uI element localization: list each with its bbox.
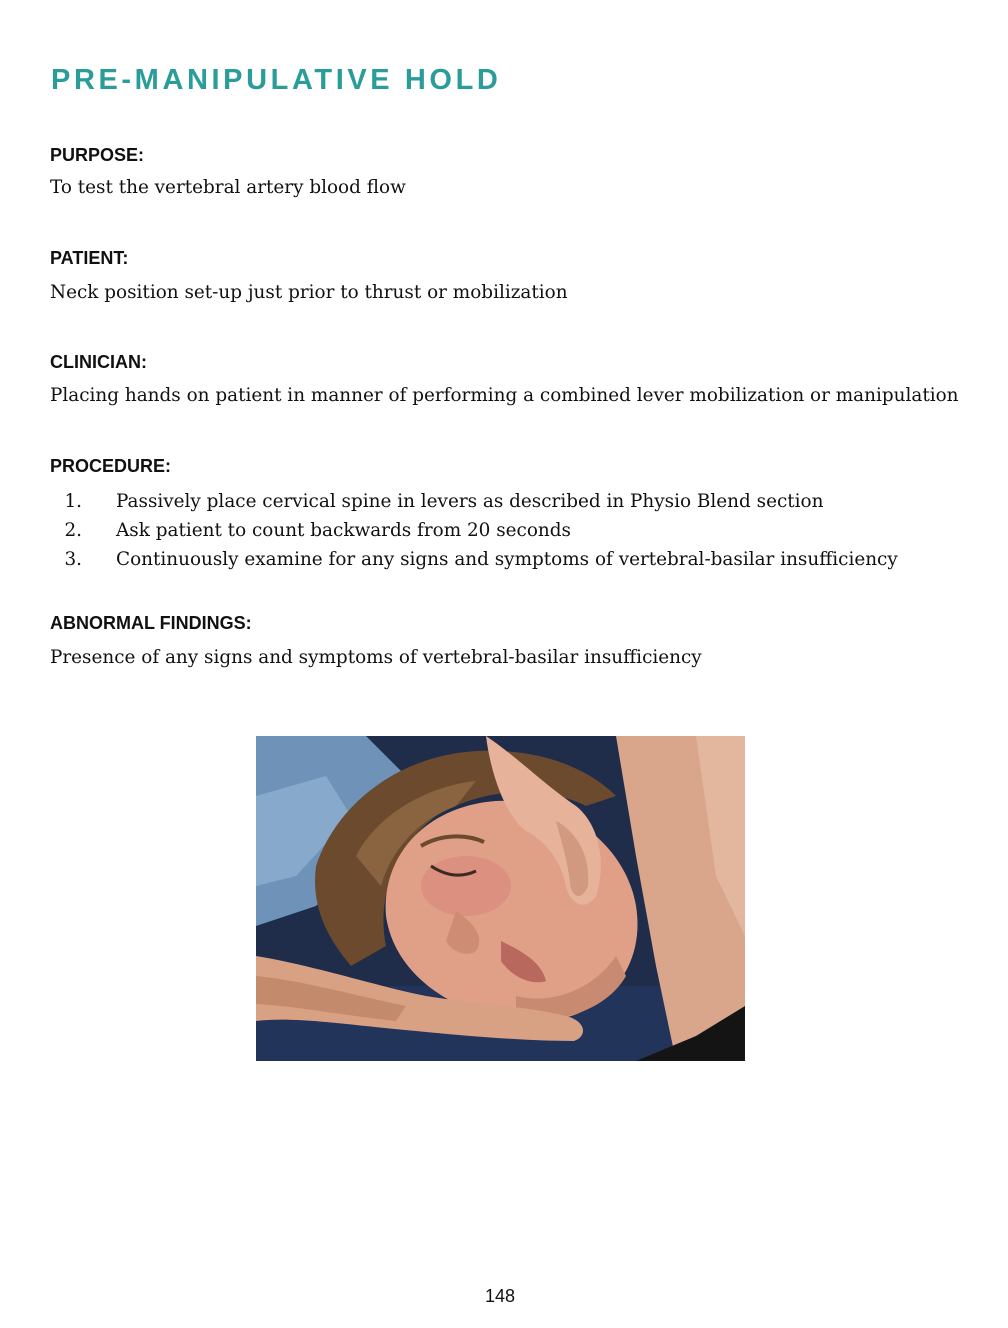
procedure-list xyxy=(50,487,898,574)
patient-text: Neck position set-up just prior to thrust or mobilization xyxy=(50,282,568,303)
clinician-text: Placing hands on patient in manner of performing a combined lever mobilization or manipulation xyxy=(50,385,959,406)
purpose-heading: PURPOSE: xyxy=(50,145,145,165)
purpose-text: To test the vertebral artery blood flow xyxy=(50,177,406,198)
step-number: 3. xyxy=(64,549,82,570)
procedure-heading: PROCEDURE: xyxy=(50,456,172,476)
step-number: 2. xyxy=(64,520,82,541)
abnormal-findings-heading: ABNORMAL FINDINGS: xyxy=(50,613,252,633)
procedure-step xyxy=(50,487,898,516)
step-text: Passively place cervical spine in levers as described in Physio Blend section xyxy=(116,491,824,512)
procedure-step xyxy=(50,545,898,574)
step-text: Continuously examine for any signs and symptoms of vertebral-basilar insufficiency xyxy=(116,549,898,570)
step-number: 1. xyxy=(64,491,82,512)
page-number: 148 xyxy=(484,1286,516,1306)
clinician-heading: CLINICIAN: xyxy=(50,352,147,372)
procedure-photo xyxy=(256,736,745,1061)
abnormal-findings-text: Presence of any signs and symptoms of vertebral-basilar insufficiency xyxy=(50,647,702,668)
page-title: PRE-MANIPULATIVE HOLD xyxy=(51,64,502,96)
patient-heading: PATIENT: xyxy=(50,248,129,268)
step-text: Ask patient to count backwards from 20 seconds xyxy=(116,520,571,541)
procedure-step xyxy=(50,516,898,545)
